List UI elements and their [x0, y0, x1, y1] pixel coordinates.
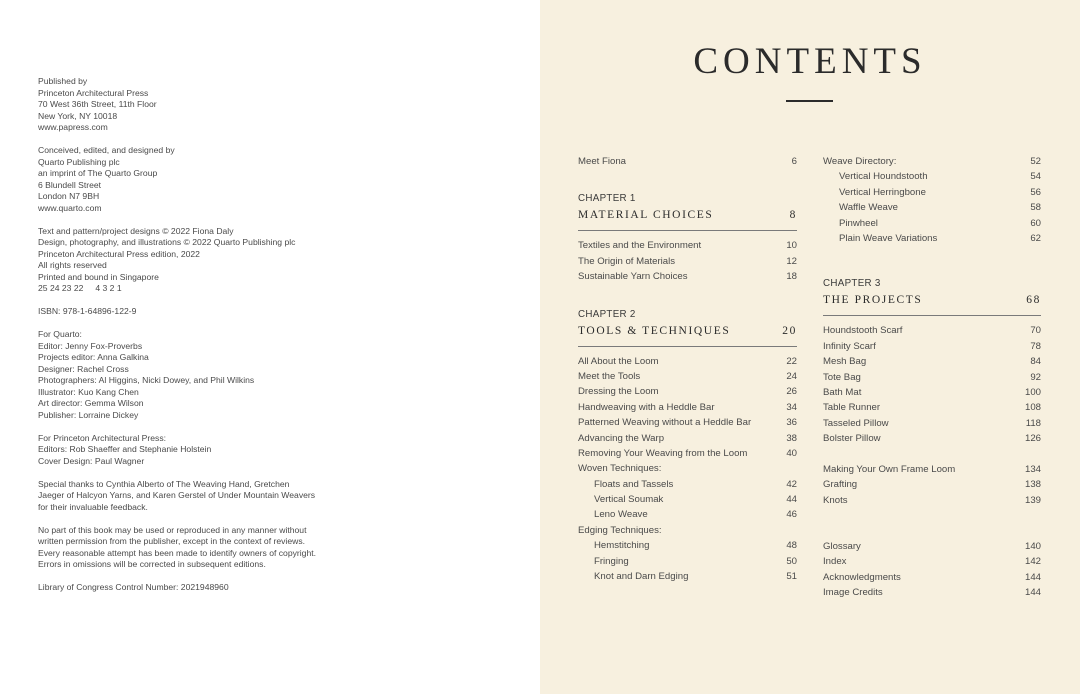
toc-entry-page: 36	[786, 417, 797, 429]
chapter-label: CHAPTER 2	[578, 308, 636, 320]
toc-entry-title: Meet the Tools	[578, 370, 641, 382]
quarto-credits	[38, 329, 318, 421]
toc-entry[interactable]	[823, 185, 1041, 200]
toc-entry[interactable]	[578, 269, 797, 284]
imprint-line: Princeton Architectural Press	[38, 87, 149, 98]
imprint-line: Design, photography, and illustrations © 2022 Quarto Publishing plc	[38, 237, 296, 247]
imprint-line: Text and pattern/project designs © 2022 Fiona Daly	[38, 225, 234, 236]
imprint-line: Princeton Architectural Press edition, 2022	[38, 248, 200, 259]
toc-entry[interactable]	[823, 431, 1041, 446]
toc-entry[interactable]	[823, 539, 1041, 554]
toc-entry-page: 144	[1024, 587, 1041, 599]
toc-entry-page: 126	[1024, 433, 1041, 445]
toc-entry[interactable]	[823, 339, 1041, 354]
toc-entry-page: 84	[1030, 356, 1041, 368]
toc-entry-title: All About the Loom	[578, 355, 659, 367]
toc-entry-title: Houndstooth Scarf	[823, 325, 903, 337]
toc-entry-page: 50	[786, 555, 797, 567]
toc-entry[interactable]	[823, 385, 1041, 400]
imprint-line: London N7 9BH	[38, 191, 100, 201]
toc-entry[interactable]	[823, 554, 1041, 569]
toc-entry[interactable]	[823, 169, 1041, 184]
toc-entry-page: 62	[1030, 232, 1041, 244]
imprint-line: All rights reserved	[38, 260, 107, 270]
imprint-line: For Princeton Architectural Press:	[38, 432, 166, 443]
imprint-line: www.papress.com	[38, 122, 108, 132]
imprint-line: 6 Blundell Street	[38, 179, 102, 190]
toc-entry-page: 108	[1024, 402, 1041, 414]
toc-entry-title: Floats and Tassels	[594, 478, 674, 490]
imprint-line: Conceived, edited, and designed by	[38, 145, 175, 155]
toc-entry[interactable]	[578, 254, 797, 269]
imprint-line: for their invaluable feedback.	[38, 501, 148, 512]
toc-entry-title: Edging Techniques:	[578, 524, 662, 536]
toc-entry[interactable]	[578, 492, 797, 507]
toc-entry[interactable]	[823, 570, 1041, 585]
toc-entry[interactable]	[823, 354, 1041, 369]
toc-entry-title: Woven Techniques:	[578, 463, 662, 475]
chapter-title: MATERIAL CHOICES	[578, 209, 714, 222]
imprint-block	[38, 76, 318, 605]
isbn-info	[38, 306, 318, 318]
toc-entry-title: Patterned Weaving without a Heddle Bar	[578, 417, 752, 429]
toc-subheading	[578, 523, 797, 538]
imprint-line: written permission from the publisher, except in the context of reviews.	[38, 536, 306, 546]
designer-info	[38, 145, 318, 214]
imprint-line: Every reasonable attempt has been made to identify owners of copyright.	[38, 547, 317, 558]
chapter-page: 68	[1026, 294, 1041, 307]
contents-column-right	[823, 154, 1041, 601]
toc-entry-page: 22	[786, 355, 797, 367]
toc-entry-title: Knot and Darn Edging	[594, 571, 689, 583]
toc-entry-title: Infinity Scarf	[823, 340, 876, 352]
toc-entry-title: Grafting	[823, 479, 858, 491]
toc-entry-title: Leno Weave	[594, 509, 648, 521]
toc-entry[interactable]	[578, 569, 797, 584]
chapter-title: TOOLS & TECHNIQUES	[578, 324, 731, 337]
toc-entry-page: 142	[1024, 556, 1041, 568]
imprint-line: Cover Design: Paul Wagner	[38, 455, 145, 466]
imprint-line: ISBN: 978-1-64896-122-9	[38, 306, 137, 316]
toc-entry-title: Hemstitching	[594, 540, 650, 552]
toc-entry[interactable]	[823, 154, 1041, 169]
toc-entry-page: 40	[786, 447, 797, 459]
toc-entry-page: 34	[786, 401, 797, 413]
papress-credits	[38, 433, 318, 468]
chapter-label: CHAPTER 3	[823, 278, 881, 290]
toc-entry-title: Dressing the Loom	[578, 386, 659, 398]
toc-entry-page: 24	[786, 370, 797, 382]
publisher-info	[38, 76, 318, 134]
toc-entry-page: 138	[1024, 479, 1041, 491]
imprint-line: Publisher: Lorraine Dickey	[38, 409, 139, 420]
toc-entry-title: Removing Your Weaving from the Loom	[578, 447, 748, 459]
toc-entry-title: Pinwheel	[839, 217, 878, 229]
imprint-line: 70 West 36th Street, 11th Floor	[38, 99, 157, 109]
toc-entry-page: 56	[1030, 186, 1041, 198]
toc-entry-page: 42	[786, 478, 797, 490]
toc-entry-title: Waffle Weave	[839, 202, 899, 214]
imprint-line: Editors: Rob Shaeffer and Stephanie Holstein	[38, 444, 212, 454]
toc-entry-page: 38	[786, 432, 797, 444]
toc-entry-page: 54	[1030, 171, 1041, 183]
toc-entry[interactable]	[578, 354, 797, 369]
toc-entry-title: Table Runner	[823, 402, 881, 414]
toc-entry-page: 140	[1024, 541, 1041, 553]
title-divider	[786, 100, 833, 102]
thanks-info	[38, 479, 318, 514]
toc-entry-title: Image Credits	[823, 587, 883, 599]
toc-entry[interactable]	[823, 231, 1041, 246]
toc-entry[interactable]	[578, 446, 797, 461]
toc-entry-title: Handweaving with a Heddle Bar	[578, 401, 715, 413]
toc-entry-page: 44	[786, 494, 797, 506]
contents-column-left	[578, 154, 797, 584]
toc-entry-page: 92	[1030, 371, 1041, 383]
chapter-page: 20	[782, 324, 797, 337]
toc-entry[interactable]	[578, 538, 797, 553]
toc-entry-page: 46	[786, 509, 797, 521]
toc-entry[interactable]	[578, 477, 797, 492]
toc-entry-page: 134	[1024, 463, 1041, 475]
toc-entry[interactable]	[578, 431, 797, 446]
toc-entry-title: Knots	[823, 494, 848, 506]
toc-entry[interactable]	[578, 554, 797, 569]
toc-entry-title: Meet Fiona	[578, 156, 626, 167]
toc-entry-page: 78	[1030, 340, 1041, 352]
toc-entry[interactable]	[823, 416, 1041, 431]
toc-entry-title: Tasseled Pillow	[823, 417, 889, 429]
toc-entry-page: 139	[1024, 494, 1041, 506]
chapter-page: 8	[789, 209, 797, 222]
imprint-line: New York, NY 10018	[38, 110, 118, 121]
toc-entry[interactable]	[823, 200, 1041, 215]
toc-entry-title: Textiles and the Environment	[578, 240, 702, 252]
toc-subheading	[578, 461, 797, 476]
chapter-label: CHAPTER 1	[578, 193, 636, 205]
toc-entry-page: 51	[786, 571, 797, 583]
toc-entry[interactable]	[578, 154, 797, 169]
imprint-line: Printed and bound in Singapore	[38, 271, 159, 282]
toc-entry-page: 58	[1030, 202, 1041, 214]
toc-entry-title: Bath Mat	[823, 386, 862, 398]
toc-entry[interactable]	[823, 462, 1041, 477]
toc-entry-page: 52	[1030, 156, 1041, 167]
imprint-line: Quarto Publishing plc	[38, 156, 120, 167]
toc-entry-page: 70	[1030, 325, 1041, 337]
chapter-title: THE PROJECTS	[823, 294, 923, 307]
imprint-line: an imprint of The Quarto Group	[38, 168, 158, 178]
toc-entry-title: Plain Weave Variations	[839, 232, 938, 244]
toc-entry-title: Vertical Houndstooth	[839, 171, 928, 183]
imprint-line: Projects editor: Anna Galkina	[38, 352, 149, 362]
chapter-heading[interactable]	[823, 291, 1041, 316]
toc-entry-page: 118	[1025, 417, 1041, 429]
toc-entry-page: 60	[1030, 217, 1041, 229]
toc-entry-title: Mesh Bag	[823, 356, 867, 368]
imprint-line: Published by	[38, 76, 88, 86]
toc-entry-title: Vertical Herringbone	[839, 186, 926, 198]
toc-entry-page: 6	[791, 156, 797, 167]
toc-entry-title: The Origin of Materials	[578, 255, 676, 267]
imprint-line: Photographers: Al Higgins, Nicki Dowey, and Phil Wilkins	[38, 375, 255, 385]
toc-entry-title: Advancing the Warp	[578, 432, 665, 444]
imprint-line: 25 24 23 22 4 3 2 1	[38, 283, 122, 293]
toc-entry-title: Acknowledgments	[823, 571, 901, 583]
toc-entry[interactable]	[578, 400, 797, 415]
toc-entry-page: 26	[786, 386, 797, 398]
loc-info	[38, 582, 318, 594]
toc-entry-title: Vertical Soumak	[594, 494, 664, 506]
toc-entry-title: Glossary	[823, 541, 861, 553]
toc-entry-page: 100	[1024, 386, 1041, 398]
toc-entry-page: 12	[786, 255, 797, 267]
imprint-line: Art director: Gemma Wilson	[38, 398, 144, 408]
toc-entry[interactable]	[578, 415, 797, 430]
imprint-line: Errors in omissions will be corrected in subsequent editions.	[38, 559, 266, 569]
toc-entry[interactable]	[823, 477, 1041, 492]
contents-title: CONTENTS	[693, 41, 927, 82]
toc-entry-title: Sustainable Yarn Choices	[578, 271, 688, 283]
toc-entry-page: 144	[1024, 571, 1041, 583]
toc-entry-title: Bolster Pillow	[823, 433, 881, 445]
toc-entry[interactable]	[823, 400, 1041, 415]
toc-entry-title: Index	[823, 556, 847, 568]
imprint-line: Library of Congress Control Number: 2021948960	[38, 582, 229, 592]
toc-entry-title: Making Your Own Frame Loom	[823, 463, 956, 475]
copyright-notice	[38, 525, 318, 571]
imprint-line: Special thanks to Cynthia Alberto of The Weaving Hand, Gretchen	[38, 478, 290, 489]
toc-entry[interactable]	[578, 507, 797, 522]
chapter-heading[interactable]	[578, 322, 797, 347]
toc-entry[interactable]	[578, 369, 797, 384]
toc-entry-title: Weave Directory:	[823, 156, 897, 167]
imprint-line: Designer: Rachel Cross	[38, 363, 129, 374]
rights-info	[38, 226, 318, 295]
toc-entry[interactable]	[823, 493, 1041, 508]
chapter-heading[interactable]	[578, 206, 797, 231]
imprint-line: Illustrator: Kuo Kang Chen	[38, 386, 139, 397]
toc-entry-page: 48	[786, 540, 797, 552]
toc-entry[interactable]	[578, 238, 797, 253]
toc-entry-page: 18	[786, 271, 797, 283]
toc-entry-title: Tote Bag	[823, 371, 861, 383]
imprint-line: www.quarto.com	[38, 202, 102, 213]
imprint-line: No part of this book may be used or reproduced in any manner without	[38, 524, 307, 535]
imprint-line: Jaeger of Halcyon Yarns, and Karen Gerstel of Under Mountain Weavers	[38, 490, 316, 500]
toc-entry-page: 10	[786, 240, 797, 252]
toc-entry[interactable]	[823, 585, 1041, 600]
toc-entry[interactable]	[823, 216, 1041, 231]
toc-entry[interactable]	[823, 370, 1041, 385]
toc-entry-title: Fringing	[594, 555, 629, 567]
imprint-line: For Quarto:	[38, 329, 82, 339]
imprint-line: Editor: Jenny Fox-Proverbs	[38, 340, 143, 351]
toc-entry[interactable]	[823, 323, 1041, 338]
toc-entry[interactable]	[578, 384, 797, 399]
